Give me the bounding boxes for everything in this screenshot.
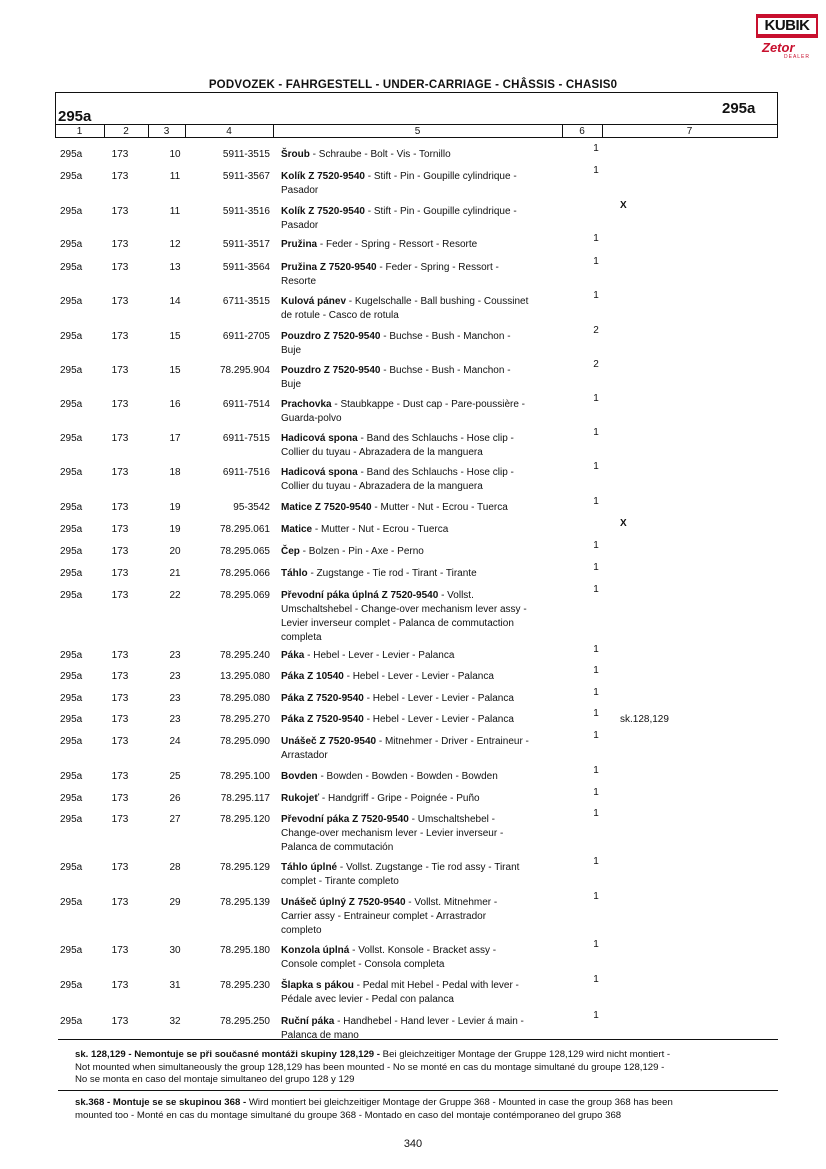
cell-group: 295a — [60, 671, 83, 682]
description-continuation: Buje — [281, 345, 302, 356]
description-continuation: complet - Tirante completo — [281, 876, 399, 887]
description-name: Kolík Z 7520-9540 — [281, 206, 365, 217]
cell-subgroup: 173 — [111, 736, 129, 747]
description-name: Bovden — [281, 771, 318, 782]
cell-group: 295a — [60, 897, 83, 908]
cell-part-number: 95-3542 — [233, 502, 270, 513]
description-name: Prachovka — [281, 399, 332, 410]
cell-subgroup: 173 — [111, 897, 129, 908]
cell-description — [281, 398, 561, 426]
description-continuation: Collier du tuyau - Abrazadera de la manguera — [281, 447, 483, 458]
description-translations: - Buchse - Bush - Manchon - — [380, 365, 511, 376]
notes-middle-rule — [58, 1090, 778, 1091]
cell-subgroup: 173 — [111, 524, 129, 535]
cell-description — [281, 792, 561, 806]
cell-position: 22 — [169, 590, 181, 601]
cell-subgroup: 173 — [111, 1016, 129, 1027]
cell-position: 28 — [169, 862, 181, 873]
cell-description — [281, 861, 561, 889]
cell-group: 295a — [60, 467, 83, 478]
description-translations: - Umschaltshebel - — [408, 814, 495, 825]
header-top-rule — [55, 92, 778, 93]
cell-part-number: 78.295.270 — [219, 714, 270, 725]
description-name: Rukojeť — [281, 793, 320, 804]
cell-description — [281, 523, 561, 537]
cell-quantity: 1 — [593, 708, 599, 719]
description-continuation: Palanca de commutación — [281, 842, 394, 853]
description-name: Pružina — [281, 239, 318, 250]
description-continuation: Guarda-polvo — [281, 413, 342, 424]
description-translations: - Stift - Pin - Goupille cylindrique - — [364, 206, 517, 217]
cell-description — [281, 148, 561, 162]
cell-position: 19 — [169, 524, 181, 535]
cell-subgroup: 173 — [111, 771, 129, 782]
cell-part-number: 78.295.069 — [219, 590, 270, 601]
cell-remark: X — [620, 200, 627, 211]
description-translations: - Band des Schlauchs - Hose clip - — [357, 433, 514, 444]
cell-part-number: 78.295.180 — [219, 945, 270, 956]
description-name: Páka Z 7520-9540 — [281, 714, 364, 725]
cell-subgroup: 173 — [111, 945, 129, 956]
cell-group: 295a — [60, 1016, 83, 1027]
description-name: Šroub — [281, 149, 310, 160]
cell-part-number: 78.295.117 — [220, 793, 270, 804]
description-translations: - Zugstange - Tie rod - Tirant - Tirante — [307, 568, 477, 579]
cell-description — [281, 261, 561, 289]
cell-position: 23 — [169, 650, 181, 661]
note-128-129-line2: Not mounted when simultaneously the group 128,129 has been mounted - No se monté en cas du montage simultané du groupe 128,129 - — [75, 1061, 665, 1073]
cell-part-number: 6711-3515 — [222, 296, 270, 307]
cell-description — [281, 567, 561, 581]
cell-group: 295a — [60, 693, 83, 704]
column-header-bottom-rule — [55, 137, 778, 138]
description-name: Táhlo úplné — [281, 862, 338, 873]
cell-part-number: 13.295.080 — [219, 671, 270, 682]
cell-description — [281, 770, 561, 784]
description-name: Unášeč Z 7520-9540 — [281, 736, 377, 747]
cell-description — [281, 330, 561, 358]
description-translations: - Vollst. Mitnehmer - — [405, 897, 498, 908]
cell-group: 295a — [60, 262, 83, 273]
cell-subgroup: 173 — [111, 296, 129, 307]
cell-subgroup: 173 — [111, 239, 129, 250]
description-continuation: Collier du tuyau - Abrazadera de la manguera — [281, 481, 483, 492]
cell-description — [281, 238, 561, 252]
cell-part-number: 5911-3517 — [222, 239, 270, 250]
cell-quantity: 1 — [593, 143, 599, 154]
cell-position: 31 — [169, 980, 181, 991]
logo-brand: KUBIK — [758, 18, 816, 34]
cell-quantity: 1 — [593, 687, 599, 698]
cell-subgroup: 173 — [111, 467, 129, 478]
cell-position: 26 — [169, 793, 181, 804]
cell-position: 10 — [169, 149, 181, 160]
cell-part-number: 78.295.090 — [219, 736, 270, 747]
description-translations: - Vollst. Konsole - Bracket assy - — [349, 945, 497, 956]
cell-subgroup: 173 — [111, 206, 129, 217]
cell-position: 15 — [169, 365, 181, 376]
cell-part-number: 78.295.250 — [219, 1016, 270, 1027]
cell-quantity: 1 — [593, 939, 599, 950]
cell-description — [281, 649, 561, 663]
note-368-line1: Wird montiert bei gleichzeitiger Montage der Gruppe 368 - Mounted in case the group 368 has been — [246, 1097, 673, 1108]
note-368-line2: mounted too - Monté en cas du montage simultané du groupe 368 - Montado en caso del montaje contémporaneo del grupo 368 — [75, 1109, 622, 1121]
description-name: Ruční páka — [281, 1016, 335, 1027]
note-128-129-title: sk. 128,129 - Nemontuje se při současné montáži skupiny 128,129 - — [75, 1049, 380, 1060]
cell-quantity: 1 — [593, 233, 599, 244]
cell-subgroup: 173 — [111, 546, 129, 557]
cell-subgroup: 173 — [111, 502, 129, 513]
cell-position: 17 — [169, 433, 181, 444]
cell-description — [281, 979, 561, 1007]
description-name: Hadicová spona — [281, 433, 358, 444]
cell-subgroup: 173 — [111, 693, 129, 704]
column-header-top-rule — [55, 124, 778, 125]
cell-group: 295a — [60, 980, 83, 991]
cell-group: 295a — [60, 239, 83, 250]
description-translations: - Vollst. Zugstange - Tie rod assy - Tirant — [337, 862, 520, 873]
cell-description — [281, 205, 561, 233]
column-header-6: 6 — [579, 126, 585, 137]
description-translations: - Stift - Pin - Goupille cylindrique - — [364, 171, 517, 182]
cell-position: 27 — [169, 814, 181, 825]
cell-subgroup: 173 — [111, 714, 129, 725]
cell-subgroup: 173 — [111, 365, 129, 376]
cell-description — [281, 501, 561, 515]
description-translations: - Schraube - Bolt - Vis - Tornillo — [309, 149, 451, 160]
column-header-2: 2 — [123, 126, 129, 137]
description-translations: - Hebel - Lever - Levier - Palanca — [343, 671, 494, 682]
column-header-4: 4 — [226, 126, 232, 137]
cell-part-number: 78.295.100 — [219, 771, 270, 782]
group-code-left: 295a — [58, 108, 92, 125]
description-translations: - Bolzen - Pin - Axe - Perno — [299, 546, 424, 557]
cell-quantity: 1 — [593, 584, 599, 595]
description-continuation: Resorte — [281, 276, 317, 287]
description-translations: - Feder - Spring - Ressort - — [376, 262, 499, 273]
cell-description — [281, 364, 561, 392]
cell-quantity: 1 — [593, 665, 599, 676]
description-continuation: Palanca de mano — [281, 1030, 359, 1041]
cell-subgroup: 173 — [111, 590, 129, 601]
cell-description — [281, 944, 561, 972]
cell-subgroup: 173 — [111, 814, 129, 825]
cell-position: 30 — [169, 945, 181, 956]
cell-description — [281, 670, 561, 684]
cell-remark: sk.128,129 — [620, 714, 669, 725]
description-name: Pouzdro Z 7520-9540 — [281, 365, 381, 376]
cell-group: 295a — [60, 568, 83, 579]
cell-quantity: 1 — [593, 393, 599, 404]
cell-part-number: 5911-3516 — [222, 206, 270, 217]
logo-sub: Zetor — [762, 40, 795, 55]
logo-tag: DEALER — [784, 54, 811, 60]
cell-part-number: 78.295.230 — [219, 980, 270, 991]
cell-description — [281, 692, 561, 706]
cell-group: 295a — [60, 546, 83, 557]
cell-part-number: 78.295.061 — [219, 524, 270, 535]
cell-position: 29 — [169, 897, 181, 908]
description-name: Páka Z 10540 — [281, 671, 344, 682]
cell-subgroup: 173 — [111, 980, 129, 991]
description-name: Unášeč úplný Z 7520-9540 — [281, 897, 406, 908]
cell-group: 295a — [60, 736, 83, 747]
description-translations: - Staubkappe - Dust cap - Pare-poussière - — [331, 399, 526, 410]
cell-quantity: 1 — [593, 496, 599, 507]
description-translations: - Mutter - Nut - Ecrou - Tuerca — [371, 502, 508, 513]
note-128-129-line3: No se monta en caso del montaje simultaneo del grupo 128 y 129 — [75, 1074, 355, 1085]
cell-subgroup: 173 — [111, 650, 129, 661]
cell-quantity: 1 — [593, 974, 599, 985]
cell-position: 21 — [169, 568, 181, 579]
cell-part-number: 78.295.080 — [219, 693, 270, 704]
cell-description — [281, 896, 561, 938]
cell-part-number: 78.295.240 — [219, 650, 270, 661]
description-name: Převodní páka úplná Z 7520-9540 — [281, 590, 439, 601]
description-name: Kolík Z 7520-9540 — [281, 171, 365, 182]
cell-subgroup: 173 — [111, 399, 129, 410]
description-name: Kulová pánev — [281, 296, 347, 307]
description-name: Čep — [281, 546, 300, 557]
cell-subgroup: 173 — [111, 331, 129, 342]
cell-subgroup: 173 — [111, 171, 129, 182]
cell-quantity: 1 — [593, 540, 599, 551]
cell-description — [281, 432, 561, 460]
description-continuation: Console complet - Consola completa — [281, 959, 445, 970]
cell-group: 295a — [60, 524, 83, 535]
cell-quantity: 1 — [593, 562, 599, 573]
cell-quantity: 1 — [593, 461, 599, 472]
column-header-5: 5 — [414, 126, 421, 137]
cell-position: 19 — [169, 502, 181, 513]
cell-part-number: 5911-3564 — [222, 262, 270, 273]
description-translations: - Kugelschalle - Ball bushing - Coussinet — [346, 296, 529, 307]
cell-part-number: 78.295.065 — [219, 546, 270, 557]
description-name: Hadicová spona — [281, 467, 358, 478]
header-right-rule — [777, 92, 778, 138]
cell-position: 16 — [169, 399, 181, 410]
cell-group: 295a — [60, 814, 83, 825]
cell-group: 295a — [60, 399, 83, 410]
cell-quantity: 1 — [593, 856, 599, 867]
cell-position: 11 — [169, 171, 181, 182]
description-translations: - Bowden - Bowden - Bowden - Bowden — [317, 771, 498, 782]
cell-quantity: 1 — [593, 290, 599, 301]
cell-description — [281, 589, 561, 645]
column-header-1: 1 — [76, 126, 83, 137]
cell-quantity: 1 — [593, 730, 599, 741]
note-128-129-line1: Bei gleichzeitiger Montage der Gruppe 128,129 wird nicht montiert - — [380, 1049, 671, 1060]
description-name: Táhlo — [281, 568, 308, 579]
cell-part-number: 6911-7514 — [222, 399, 270, 410]
cell-part-number: 78.295.139 — [219, 897, 270, 908]
cell-position: 18 — [169, 467, 181, 478]
note-128-129 — [75, 1049, 775, 1087]
cell-group: 295a — [60, 171, 83, 182]
description-translations: - Mutter - Nut - Ecrou - Tuerca — [312, 524, 449, 535]
cell-description — [281, 170, 561, 198]
description-translations: - Hebel - Lever - Levier - Palanca — [363, 714, 514, 725]
cell-position: 14 — [169, 296, 181, 307]
cell-quantity: 1 — [593, 1010, 599, 1021]
cell-group: 295a — [60, 206, 83, 217]
description-translations: - Hebel - Lever - Levier - Palanca — [363, 693, 514, 704]
description-translations: - Pedal mit Hebel - Pedal with lever - — [353, 980, 519, 991]
cell-position: 20 — [169, 546, 181, 557]
cell-group: 295a — [60, 331, 83, 342]
cell-quantity: 1 — [593, 427, 599, 438]
group-code-right: 295a — [722, 100, 756, 117]
cell-position: 23 — [169, 671, 181, 682]
cell-part-number: 78.295.129 — [219, 862, 270, 873]
cell-group: 295a — [60, 590, 83, 601]
description-name: Šlapka s pákou — [281, 980, 354, 991]
cell-group: 295a — [60, 771, 83, 782]
description-translations: - Mitnehmer - Driver - Entraineur - — [376, 736, 529, 747]
cell-description — [281, 713, 561, 727]
description-translations: - Vollst. — [438, 590, 474, 601]
cell-subgroup: 173 — [111, 862, 129, 873]
description-continuation: Arrastador — [281, 750, 328, 761]
column-header-7: 7 — [686, 126, 693, 137]
description-continuation: Umschaltshebel - Change-over mechanism lever assy - — [281, 604, 527, 615]
cell-part-number: 78.295.066 — [219, 568, 270, 579]
cell-part-number: 5911-3515 — [222, 149, 270, 160]
cell-group: 295a — [60, 862, 83, 873]
description-name: Pružina Z 7520-9540 — [281, 262, 377, 273]
cell-group: 295a — [60, 296, 83, 307]
cell-group: 295a — [60, 433, 83, 444]
notes-top-rule — [58, 1039, 778, 1040]
cell-description — [281, 735, 561, 763]
cell-part-number: 6911-7516 — [222, 467, 270, 478]
description-name: Převodní páka Z 7520-9540 — [281, 814, 409, 825]
cell-quantity: 2 — [593, 359, 599, 370]
kubik-zetor-logo — [756, 14, 818, 64]
description-translations: - Band des Schlauchs - Hose clip - — [357, 467, 514, 478]
description-translations: - Buchse - Bush - Manchon - — [380, 331, 511, 342]
cell-group: 295a — [60, 149, 83, 160]
cell-subgroup: 173 — [111, 671, 129, 682]
cell-group: 295a — [60, 650, 83, 661]
cell-position: 15 — [169, 331, 181, 342]
description-continuation: Pasador — [281, 185, 319, 196]
cell-part-number: 6911-2705 — [222, 331, 270, 342]
description-continuation: completa — [281, 632, 322, 643]
cell-description — [281, 466, 561, 494]
cell-group: 295a — [60, 714, 83, 725]
cell-group: 295a — [60, 945, 83, 956]
description-name: Páka Z 7520-9540 — [281, 693, 364, 704]
cell-description — [281, 295, 561, 323]
description-continuation: Carrier assy - Entraineur complet - Arrastrador — [281, 911, 487, 922]
cell-group: 295a — [60, 502, 83, 513]
cell-quantity: 1 — [593, 765, 599, 776]
cell-quantity: 1 — [593, 256, 599, 267]
description-continuation: Levier inverseur complet - Palanca de commutaction — [281, 618, 514, 629]
cell-quantity: 1 — [593, 644, 599, 655]
page-number: 340 — [403, 1138, 423, 1150]
cell-description — [281, 813, 561, 855]
cell-quantity: 1 — [593, 808, 599, 819]
page-title: PODVOZEK - FAHRGESTELL - UNDER-CARRIAGE - CHÂSSIS - CHASIS0 — [208, 79, 618, 91]
cell-quantity: 1 — [593, 787, 599, 798]
description-name: Matice Z 7520-9540 — [281, 502, 372, 513]
cell-part-number: 78.295.904 — [219, 365, 270, 376]
column-header-3: 3 — [163, 126, 170, 137]
cell-position: 32 — [169, 1016, 181, 1027]
cell-position: 25 — [169, 771, 181, 782]
description-continuation: Pasador — [281, 220, 319, 231]
cell-subgroup: 173 — [111, 433, 129, 444]
description-name: Páka — [281, 650, 305, 661]
cell-position: 11 — [169, 206, 181, 217]
cell-group: 295a — [60, 793, 83, 804]
description-translations: - Handhebel - Hand lever - Levier á main - — [334, 1016, 524, 1027]
cell-position: 24 — [169, 736, 181, 747]
cell-description — [281, 545, 561, 559]
cell-quantity: 2 — [593, 325, 599, 336]
description-continuation: completo — [281, 925, 322, 936]
logo-badge — [756, 14, 818, 38]
cell-quantity: 1 — [593, 891, 599, 902]
description-name: Matice — [281, 524, 313, 535]
cell-position: 13 — [169, 262, 181, 273]
cell-position: 23 — [169, 693, 181, 704]
description-name: Pouzdro Z 7520-9540 — [281, 331, 381, 342]
cell-subgroup: 173 — [111, 149, 129, 160]
description-continuation: Pédale avec levier - Pedal con palanca — [281, 994, 454, 1005]
description-translations: - Feder - Spring - Ressort - Resorte — [317, 239, 478, 250]
cell-position: 23 — [169, 714, 181, 725]
description-continuation: Change-over mechanism lever - Levier inverseur - — [281, 828, 504, 839]
description-continuation: de rotule - Casco de rotula — [281, 310, 399, 321]
note-368-title: sk.368 - Montuje se se skupinou 368 - — [75, 1097, 247, 1108]
cell-subgroup: 173 — [111, 568, 129, 579]
description-name: Konzola úplná — [281, 945, 350, 956]
cell-subgroup: 173 — [111, 793, 129, 804]
cell-remark: X — [620, 518, 627, 529]
cell-part-number: 78.295.120 — [219, 814, 270, 825]
cell-subgroup: 173 — [111, 262, 129, 273]
cell-position: 12 — [169, 239, 181, 250]
description-continuation: Buje — [281, 379, 302, 390]
description-translations: - Handgriff - Gripe - Poignée - Puño — [319, 793, 480, 804]
cell-part-number: 6911-7515 — [222, 433, 270, 444]
note-368 — [75, 1097, 775, 1122]
cell-part-number: 5911-3567 — [222, 171, 270, 182]
description-translations: - Hebel - Lever - Levier - Palanca — [304, 650, 455, 661]
cell-quantity: 1 — [593, 165, 599, 176]
cell-group: 295a — [60, 365, 83, 376]
